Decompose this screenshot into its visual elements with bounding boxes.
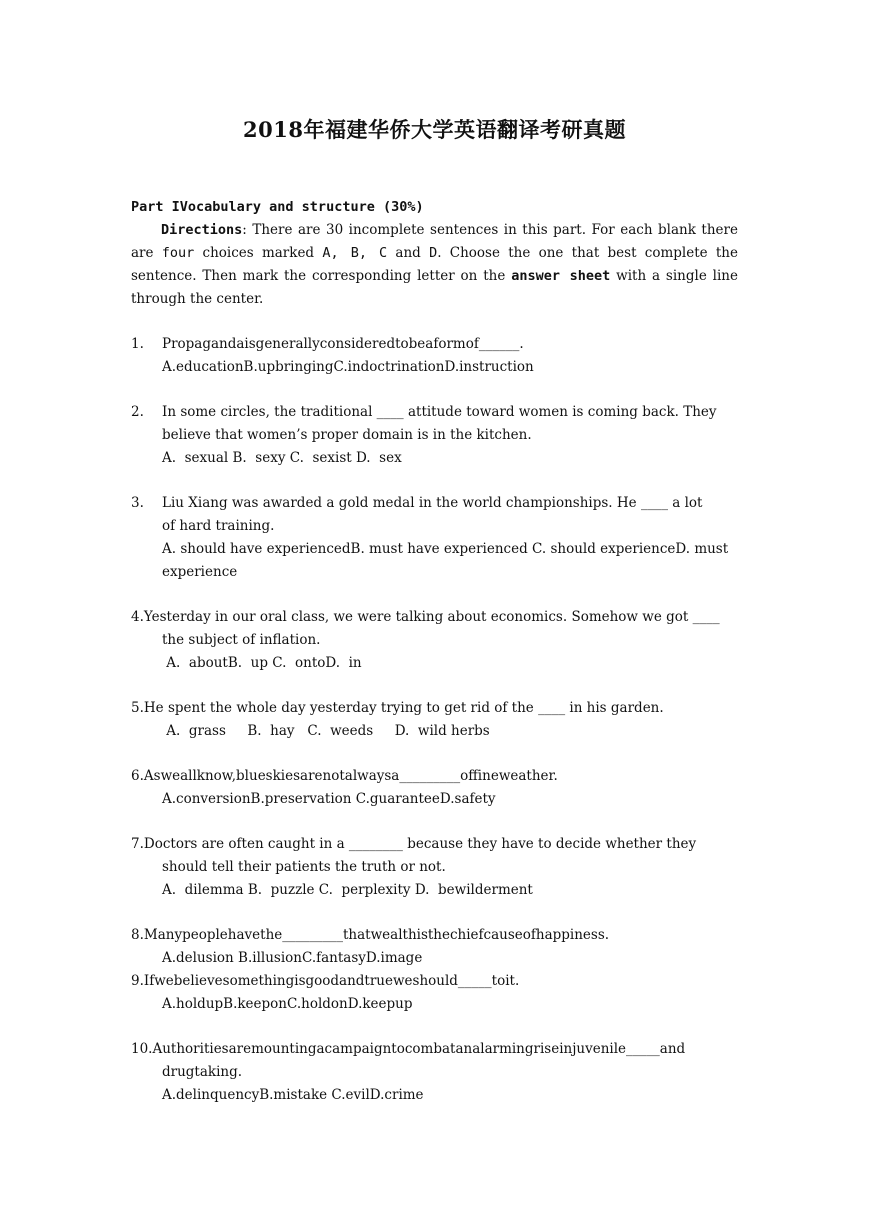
question-options: A.conversionB.preservation C.guaranteeD.safety <box>162 791 496 807</box>
question-item <box>131 401 738 470</box>
directions-text: and <box>387 245 430 261</box>
question-stem-continuation: should tell their patients the truth or not. <box>162 859 446 875</box>
question-stem: Doctors are often caught in a ________ because they have to decide whether they <box>143 836 697 852</box>
question-item <box>131 1038 738 1107</box>
directions-text: . Choose the one that best complete the sentence. Then mark the corresponding letter on the <box>131 245 738 284</box>
directions-label: Directions <box>161 222 243 238</box>
part-heading: Part IVocabulary and structure (30%) <box>131 199 424 215</box>
question-number: 2. <box>131 404 144 420</box>
question-item <box>131 924 738 970</box>
question-options: A.educationB.upbringingC.indoctrinationD.instruction <box>162 359 534 375</box>
question-stem: Yesterday in our oral class, we were talking about economics. Somehow we got ____ <box>143 609 720 625</box>
question-stem: He spent the whole day yesterday trying to get rid of the ____ in his garden. <box>143 700 664 716</box>
question-stem-continuation: believe that women’s proper domain is in the kitchen. <box>162 427 532 443</box>
question-number: 8. <box>131 927 144 943</box>
question-number: 5. <box>131 700 144 716</box>
directions-letters: D <box>429 245 438 261</box>
question-options: A.holdupB.keeponC.holdonD.keepup <box>162 996 413 1012</box>
question-item <box>131 606 738 675</box>
answer-sheet-label: answer sheet <box>511 268 611 284</box>
question-item <box>131 697 738 743</box>
question-options: A. aboutB. up C. ontoD. in <box>162 655 362 671</box>
question-options: A. grass B. hay C. weeds D. wild herbs <box>162 723 490 739</box>
directions-text: with a single line through the center. <box>131 268 738 307</box>
question-stem: Manypeoplehavethe_________thatwealthisthechiefcauseofhappiness. <box>143 927 610 943</box>
question-item <box>131 333 738 379</box>
question-stem-continuation: of hard training. <box>162 518 275 534</box>
question-options: A. should have experiencedB. must have experienced C. should experienceD. must <box>162 541 729 557</box>
question-stem: Ifwebelievesomethingisgoodandtrueweshould_____toit. <box>143 973 520 989</box>
question-item <box>131 492 738 584</box>
question-stem: Propagandaisgenerallyconsideredtobeaformof______. <box>162 336 524 352</box>
question-stem: Asweallknow,blueskiesarenotalwaysa_________offineweather. <box>143 768 558 784</box>
directions-text: choices marked <box>194 245 323 261</box>
question-options: A.delinquencyB.mistake C.evilD.crime <box>162 1087 424 1103</box>
question-item <box>131 833 738 902</box>
question-number: 9. <box>131 973 144 989</box>
directions-four: four <box>161 245 195 261</box>
question-stem-continuation: drugtaking. <box>162 1064 243 1080</box>
question-stem: In some circles, the traditional ____ attitude toward women is coming back. They <box>162 404 717 420</box>
question-number: 4. <box>131 609 144 625</box>
directions-paragraph <box>131 219 738 311</box>
directions-letters: A, B, C <box>322 245 388 261</box>
question-stem: Liu Xiang was awarded a gold medal in the world championships. He ____ a lot <box>162 495 703 511</box>
question-number: 7. <box>131 836 144 852</box>
question-number: 10. <box>131 1041 153 1057</box>
question-stem: Authoritiesaremountingacampaigntocombatanalarmingriseinjuvenile_____and <box>152 1041 686 1057</box>
question-number: 3. <box>131 495 144 511</box>
question-options-continuation: experience <box>162 564 238 580</box>
page-title: 2018年福建华侨大学英语翻译考研真题 <box>243 117 626 142</box>
question-number: 1. <box>131 336 144 352</box>
question-options: A.delusion B.illusionC.fantasyD.image <box>162 950 423 966</box>
question-item <box>131 970 738 1016</box>
question-item <box>131 765 738 811</box>
question-number: 6. <box>131 768 144 784</box>
directions-text: : There are 30 incomplete sentences in this part. For each blank there are <box>131 222 738 261</box>
question-stem-continuation: the subject of inflation. <box>162 632 321 648</box>
question-options: A. dilemma B. puzzle C. perplexity D. bewilderment <box>162 882 533 898</box>
question-options: A. sexual B. sexy C. sexist D. sex <box>162 450 402 466</box>
